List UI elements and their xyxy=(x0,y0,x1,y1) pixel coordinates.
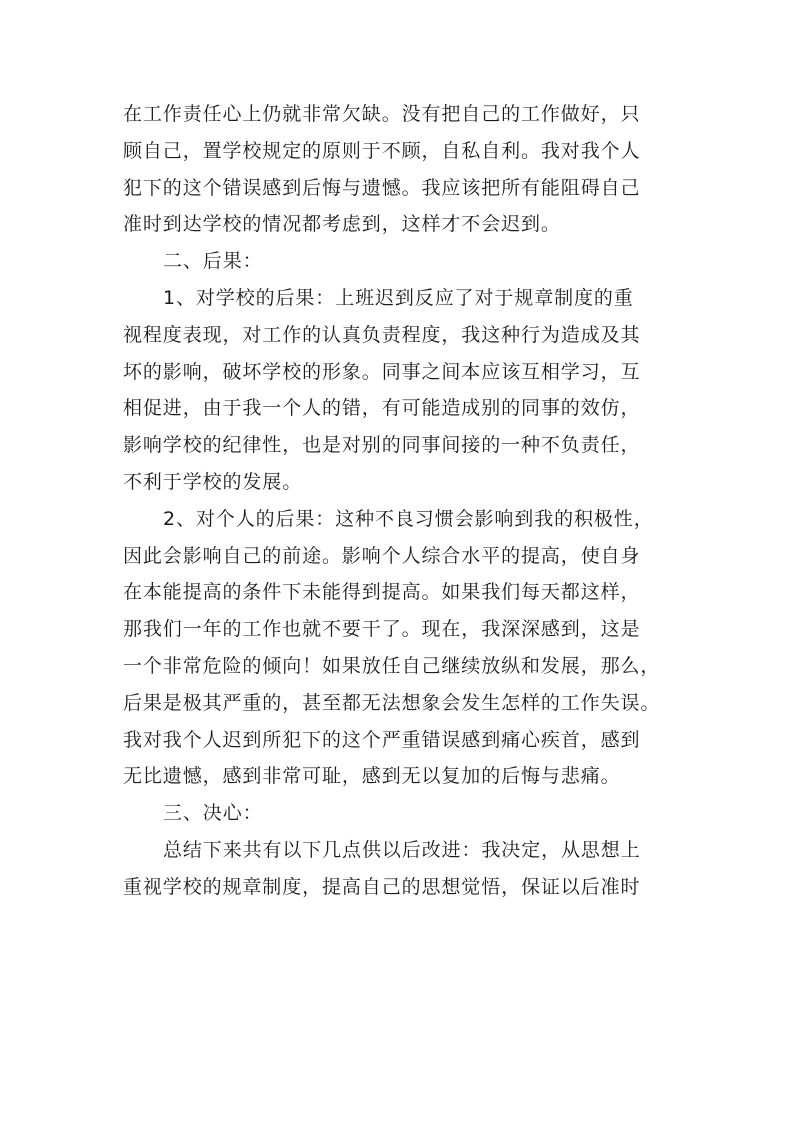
document-text-line: 总结下来共有以下几点供以后改进：我决定，从思想上 xyxy=(163,838,641,861)
document-text-line: 坏的影响，破坏学校的形象。同事之间本应该互相学习，互 xyxy=(123,360,641,383)
document-text-line: 后果是极其严重的，甚至都无法想象会发生怎样的工作失误。 xyxy=(123,691,661,714)
document-text-line: 重视学校的规章制度，提高自己的思想觉悟，保证以后准时 xyxy=(123,875,641,898)
document-text-line: 视程度表现，对工作的认真负责程度，我这种行为造成及其 xyxy=(123,323,641,346)
document-text-line: 准时到达学校的情况都考虑到，这样才不会迟到。 xyxy=(123,213,561,236)
document-text-line: 那我们一年的工作也就不要干了。现在，我深深感到，这是 xyxy=(123,618,641,641)
document-text-line: 相促进，由于我一个人的错，有可能造成别的同事的效仿， xyxy=(123,397,641,420)
document-text-line: 因此会影响自己的前途。影响个人综合水平的提高，使自身 xyxy=(123,544,641,567)
document-text-line: 在本能提高的条件下未能得到提高。如果我们每天都这样， xyxy=(123,581,641,604)
document-text-line: 二、后果： xyxy=(163,250,263,273)
document-text-line: 1、对学校的后果：上班迟到反应了对于规章制度的重 xyxy=(163,286,634,309)
document-text-line: 三、决心： xyxy=(163,802,263,825)
document-text-line: 顾自己，置学校规定的原则于不顾，自私自利。我对我个人 xyxy=(123,139,641,162)
document-body xyxy=(123,96,683,906)
document-text-line: 一个非常危险的倾向！如果放任自己继续放纵和发展，那么， xyxy=(123,654,661,677)
document-text-line: 无比遗憾，感到非常可耻，感到无以复加的后悔与悲痛。 xyxy=(123,765,621,788)
document-text-line: 不利于学校的发展。 xyxy=(123,470,303,493)
document-text-line: 影响学校的纪律性，也是对别的同事间接的一种不负责任， xyxy=(123,434,641,457)
document-text-line: 在工作责任心上仍就非常欠缺。没有把自己的工作做好，只 xyxy=(123,103,641,125)
document-text-line: 2、对个人的后果：这种不良习惯会影响到我的积极性， xyxy=(163,507,654,530)
document-text-line: 我对我个人迟到所犯下的这个严重错误感到痛心疾首，感到 xyxy=(123,728,641,751)
document-text-line: 犯下的这个错误感到后悔与遗憾。我应该把所有能阻碍自己 xyxy=(123,176,641,199)
